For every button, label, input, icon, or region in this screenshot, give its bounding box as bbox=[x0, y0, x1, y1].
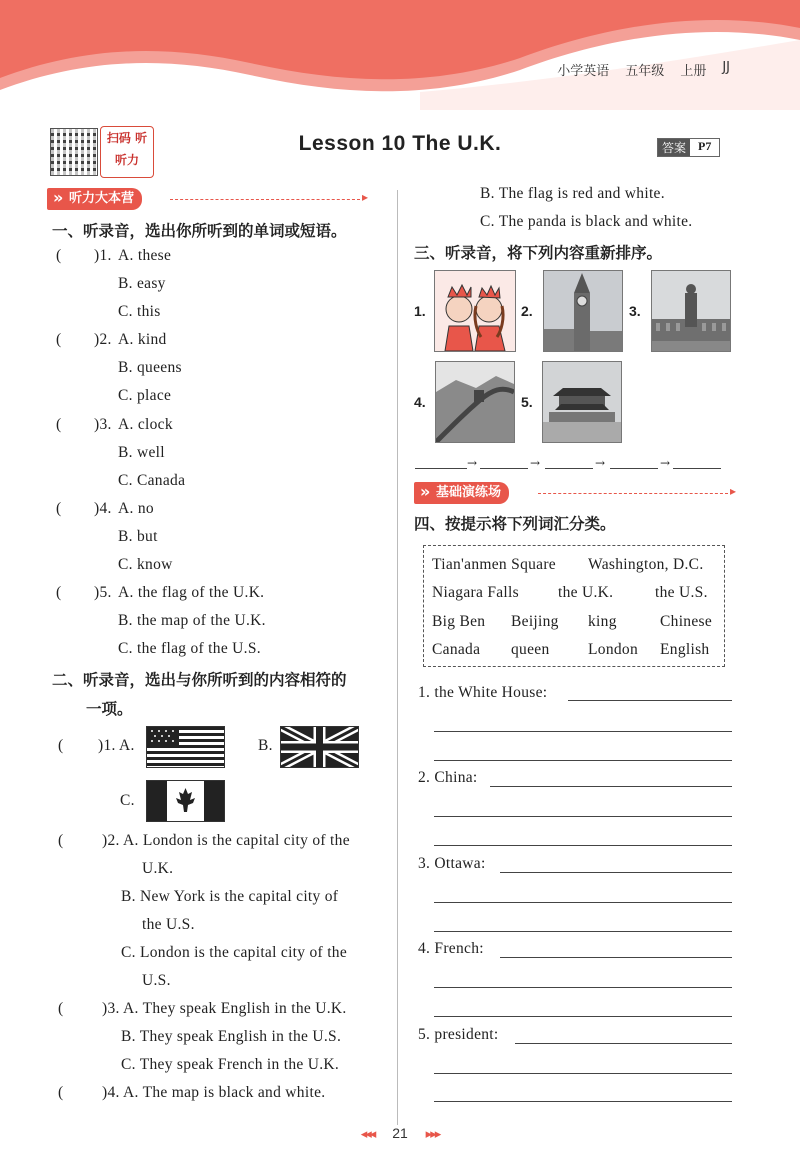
answer-paren[interactable]: ( bbox=[56, 584, 62, 601]
q1-number: )4. bbox=[94, 500, 112, 517]
answer-line[interactable] bbox=[515, 1043, 732, 1044]
part4-heading: 四、按提示将下列词汇分类。 bbox=[414, 515, 616, 533]
page-footer bbox=[0, 1125, 800, 1142]
lesson-title: Lesson 10 The U.K. bbox=[298, 132, 502, 155]
answer-paren[interactable]: ( bbox=[58, 832, 64, 849]
answer-line[interactable] bbox=[434, 902, 732, 903]
order-blank-5[interactable] bbox=[673, 468, 721, 469]
section-listening-label: » 听力大本营 bbox=[47, 188, 142, 210]
next-arrows-icon: ▸▸▸ bbox=[425, 1126, 440, 1141]
part3-heading: 三、听录音，将下列内容重新排序。 bbox=[414, 244, 663, 262]
image-label-5: 5. bbox=[521, 394, 533, 410]
vocab-word: the U.K. bbox=[558, 584, 614, 601]
q2-2-option-a-cont: U.K. bbox=[142, 860, 174, 877]
order-arrow: → bbox=[467, 456, 478, 470]
column-divider bbox=[397, 190, 398, 1125]
part2-heading-line1: 二、听录音，选出与你所听到的内容相符的 bbox=[52, 671, 347, 689]
q1-option-c: C. this bbox=[118, 303, 161, 320]
section-divider bbox=[538, 493, 728, 494]
q2-3-option-a: )3. A. They speak English in the U.K. bbox=[102, 1000, 347, 1017]
answer-paren[interactable]: ( bbox=[58, 1000, 64, 1017]
answer-reference[interactable] bbox=[657, 138, 720, 157]
q2-4-option-b: B. The flag is red and white. bbox=[480, 185, 665, 202]
vocab-word: Big Ben bbox=[432, 613, 486, 630]
vocab-word: Washington, D.C. bbox=[588, 556, 704, 573]
q1-option-c: C. know bbox=[118, 556, 173, 573]
answer-line[interactable] bbox=[434, 760, 732, 761]
image-label-2: 2. bbox=[521, 303, 533, 319]
q1-option-a: A. the flag of the U.K. bbox=[118, 584, 265, 601]
header-subject: 小学英语 bbox=[557, 64, 610, 79]
classify-prompt-5: 5. president: bbox=[418, 1026, 499, 1043]
q1-number: )1. bbox=[94, 247, 112, 264]
q1-number: )3. bbox=[94, 416, 112, 433]
answer-line[interactable] bbox=[434, 1101, 732, 1102]
answer-line[interactable] bbox=[500, 872, 732, 873]
image-label-4: 4. bbox=[414, 394, 426, 410]
answer-paren[interactable]: ( bbox=[58, 1084, 64, 1101]
header-volume: 上册 bbox=[680, 64, 707, 79]
answer-line[interactable] bbox=[568, 700, 732, 701]
vocab-word: the U.S. bbox=[655, 584, 708, 601]
order-blank-3[interactable] bbox=[545, 468, 593, 469]
header-edition: JJ bbox=[722, 60, 730, 75]
tiananmen-image[interactable] bbox=[542, 361, 622, 443]
q2-3-option-b: B. They speak English in the U.S. bbox=[121, 1028, 342, 1045]
vocab-word: Niagara Falls bbox=[432, 584, 519, 601]
classify-prompt-4: 4. French: bbox=[418, 940, 484, 957]
image-label-3: 3. bbox=[629, 303, 641, 319]
q1-option-b: B. easy bbox=[118, 275, 166, 292]
q2-1-label: )1. A. bbox=[98, 737, 135, 754]
part2-heading-line2: 一项。 bbox=[86, 700, 133, 718]
uk-flag-image[interactable] bbox=[280, 726, 359, 768]
answer-line[interactable] bbox=[434, 845, 732, 846]
order-blank-4[interactable] bbox=[610, 468, 658, 469]
classify-prompt-1: 1. the White House: bbox=[418, 684, 548, 701]
prev-arrows-icon: ◂◂◂ bbox=[360, 1126, 375, 1141]
q1-number: )5. bbox=[94, 584, 112, 601]
answer-paren[interactable]: ( bbox=[56, 247, 62, 264]
q2-1-option-c: C. bbox=[120, 792, 135, 809]
vocab-word: king bbox=[588, 613, 617, 630]
image-label-1: 1. bbox=[414, 303, 426, 319]
q1-option-a: A. clock bbox=[118, 416, 173, 433]
vocab-word: Beijing bbox=[511, 613, 559, 630]
canada-flag-image[interactable] bbox=[146, 780, 225, 822]
answer-paren[interactable]: ( bbox=[56, 331, 62, 348]
q1-option-a: A. these bbox=[118, 247, 172, 264]
q2-2-option-a: )2. A. London is the capital city of the bbox=[102, 832, 350, 849]
section-basics-label: » 基础演练场 bbox=[414, 482, 509, 504]
page-number: 21 bbox=[392, 1125, 408, 1141]
section-divider bbox=[170, 199, 360, 200]
vocab-word: Chinese bbox=[660, 613, 713, 630]
header-banner bbox=[0, 0, 800, 110]
q1-option-b: B. well bbox=[118, 444, 165, 461]
order-arrow: → bbox=[530, 456, 541, 470]
q2-2-option-c: C. London is the capital city of the bbox=[121, 944, 348, 961]
big-ben-image[interactable] bbox=[543, 270, 623, 352]
answer-line[interactable] bbox=[434, 987, 732, 988]
header-grade: 五年级 bbox=[625, 64, 665, 79]
order-blank-2[interactable] bbox=[480, 468, 528, 469]
answer-line[interactable] bbox=[434, 931, 732, 932]
q2-4-option-c: C. The panda is black and white. bbox=[480, 213, 693, 230]
order-arrow: → bbox=[660, 456, 671, 470]
answer-line[interactable] bbox=[434, 731, 732, 732]
vocab-word: Canada bbox=[432, 641, 481, 658]
answer-paren[interactable]: ( bbox=[56, 500, 62, 517]
answer-paren[interactable]: ( bbox=[56, 416, 62, 433]
answer-line[interactable] bbox=[500, 957, 732, 958]
q1-option-b: B. queens bbox=[118, 359, 182, 376]
vocab-word: queen bbox=[511, 641, 550, 658]
king-queen-image[interactable] bbox=[434, 270, 516, 352]
q1-option-b: B. the map of the U.K. bbox=[118, 612, 266, 629]
q1-option-c: C. the flag of the U.S. bbox=[118, 640, 261, 657]
part1-heading: 一、听录音，选出你所听到的单词或短语。 bbox=[52, 222, 347, 240]
great-wall-image[interactable] bbox=[435, 361, 515, 443]
q1-option-c: C. Canada bbox=[118, 472, 186, 489]
q1-option-a: A. no bbox=[118, 500, 154, 517]
vocab-word: Tian'anmen Square bbox=[432, 556, 556, 573]
answer-line[interactable] bbox=[434, 1073, 732, 1074]
q2-2-option-c-cont: U.S. bbox=[142, 972, 171, 989]
scan-to-listen-badge: 扫码 听听力 bbox=[100, 126, 154, 178]
q2-2-option-b: B. New York is the capital city of bbox=[121, 888, 339, 905]
answer-line[interactable] bbox=[490, 786, 732, 787]
q2-1-option-b: B. bbox=[258, 737, 273, 754]
vocab-word: English bbox=[660, 641, 710, 658]
answer-line[interactable] bbox=[434, 816, 732, 817]
classify-prompt-2: 2. China: bbox=[418, 769, 478, 786]
order-arrow: → bbox=[595, 456, 606, 470]
vocab-word: London bbox=[588, 641, 639, 658]
answer-page: P7 bbox=[698, 139, 712, 153]
q1-option-b: B. but bbox=[118, 528, 158, 545]
buckingham-palace-image[interactable] bbox=[651, 270, 731, 352]
q2-2-option-b-cont: the U.S. bbox=[142, 916, 195, 933]
classify-prompt-3: 3. Ottawa: bbox=[418, 855, 486, 872]
q2-3-option-c: C. They speak French in the U.K. bbox=[121, 1056, 340, 1073]
answer-paren[interactable]: ( bbox=[58, 737, 64, 754]
q2-4-option-a: )4. A. The map is black and white. bbox=[102, 1084, 326, 1101]
q1-option-a: A. kind bbox=[118, 331, 167, 348]
q1-number: )2. bbox=[94, 331, 112, 348]
order-blank-1[interactable] bbox=[415, 468, 467, 469]
us-flag-image[interactable] bbox=[146, 726, 225, 768]
q1-option-c: C. place bbox=[118, 387, 172, 404]
header-meta bbox=[557, 60, 730, 79]
answer-line[interactable] bbox=[434, 1016, 732, 1017]
answer-tag: 答案 bbox=[658, 139, 690, 156]
